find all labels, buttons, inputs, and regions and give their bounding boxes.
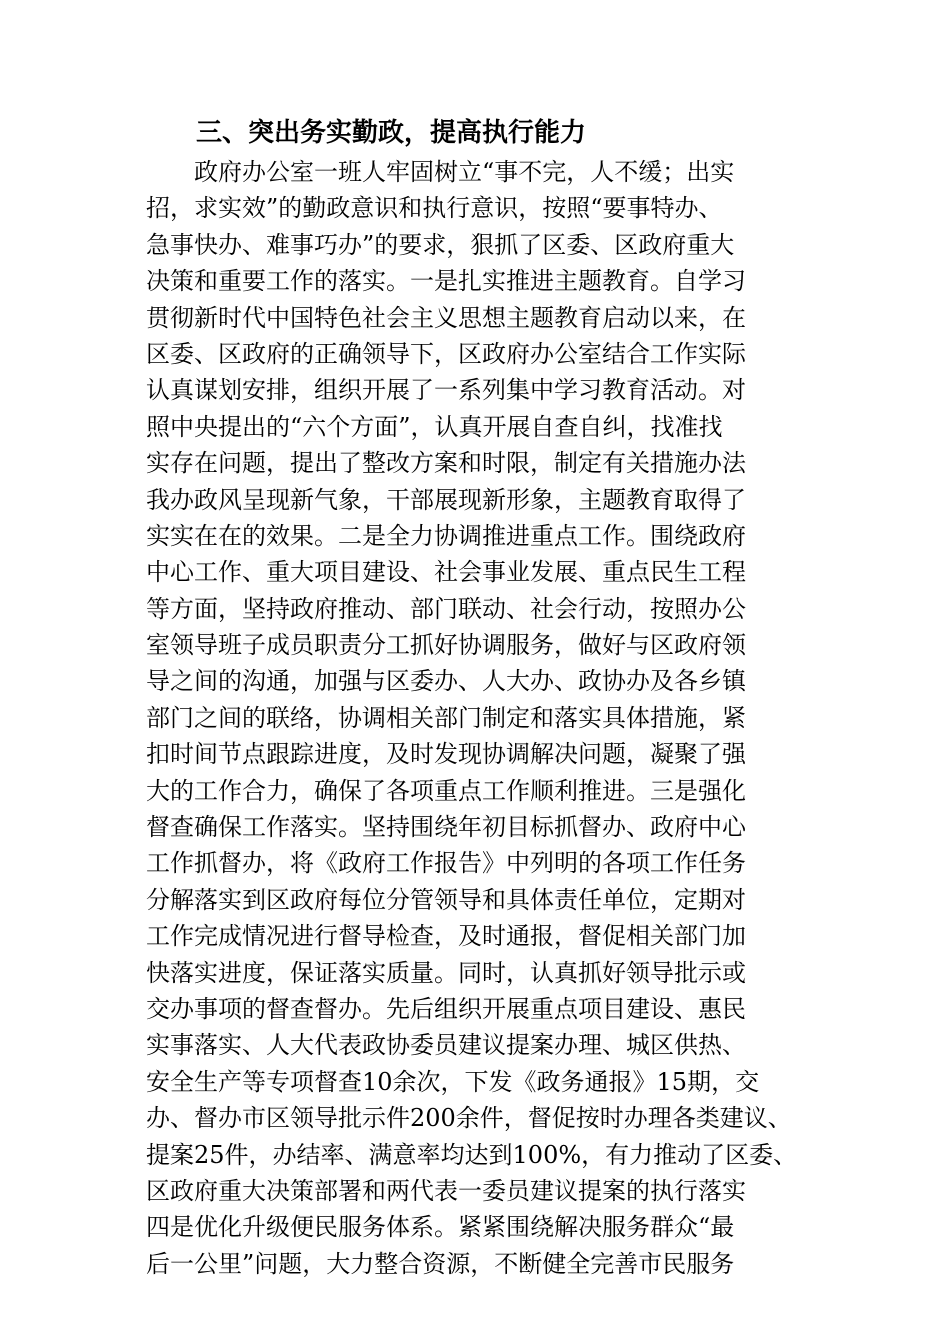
text-line: 区委、区政府的正确领导下，区政府办公室结合工作实际 — [146, 339, 746, 368]
text-line: 照中央提出的“六个方面”，认真开展自查自纠，找准找 — [146, 412, 723, 441]
text-line: 提案25件，办结率、满意率均达到100%，有力推动了区委、 — [146, 1140, 798, 1169]
text-line: 急事快办、难事巧办”的要求，狠抓了区委、区政府重大 — [146, 230, 735, 259]
text-line: 政府办公室一班人牢固树立“事不完，人不缓；出实 — [194, 158, 735, 186]
text-line: 贯彻新时代中国特色社会主义思想主题教育启动以来，在 — [146, 303, 746, 332]
text-line: 中心工作、重大项目建设、社会事业发展、重点民生工程 — [146, 558, 746, 587]
text-line: 区政府重大决策部署和两代表一委员建议提案的执行落实 — [146, 1176, 746, 1205]
text-line: 四是优化升级便民服务体系。紧紧围绕解决服务群众“最 — [146, 1213, 735, 1242]
text-line: 室领导班子成员职责分工抓好协调服务，做好与区政府领 — [146, 631, 746, 660]
text-line: 工作完成情况进行督导检查，及时通报，督促相关部门加 — [146, 922, 746, 951]
text-line: 我办政风呈现新气象，干部展现新形象，主题教育取得了 — [146, 485, 746, 514]
text-line: 扣时间节点跟踪进度，及时发现协调解决问题，凝聚了强 — [146, 740, 746, 769]
text-line: 实事落实、人大代表政协委员建议提案办理、城区供热、 — [146, 1031, 746, 1060]
text-line: 办、督办市区领导批示件200余件，督促按时办理各类建议、 — [146, 1104, 792, 1133]
text-line: 后一公里”问题，大力整合资源，不断健全完善市民服务 — [146, 1249, 735, 1278]
text-line: 决策和重要工作的落实。一是扎实推进主题教育。自学习 — [146, 267, 746, 296]
text-line: 交办事项的督查督办。先后组织开展重点项目建设、惠民 — [146, 994, 746, 1023]
text-line: 分解落实到区政府每位分管领导和具体责任单位，定期对 — [146, 885, 746, 914]
text-line: 大的工作合力，确保了各项重点工作顺利推进。三是强化 — [146, 776, 746, 805]
text-line: 招，求实效”的勤政意识和执行意识，按照“要事特办、 — [146, 194, 723, 223]
text-line: 实存在问题，提出了整改方案和时限，制定有关措施办法 — [146, 449, 746, 478]
text-line: 部门之间的联络，协调相关部门制定和落实具体措施，紧 — [146, 703, 746, 732]
text-line: 督查确保工作落实。坚持围绕年初目标抓督办、政府中心 — [146, 813, 746, 842]
section-heading: 三、突出务实勤政，提高执行能力 — [196, 118, 587, 148]
text-line: 快落实进度，保证落实质量。同时，认真抓好领导批示或 — [146, 958, 746, 987]
text-line: 实实在在的效果。二是全力协调推进重点工作。围绕政府 — [146, 521, 746, 550]
text-line: 等方面，坚持政府推动、部门联动、社会行动，按照办公 — [146, 594, 746, 623]
text-line: 工作抓督办，将《政府工作报告》中列明的各项工作任务 — [146, 849, 746, 878]
text-line: 认真谋划安排，组织开展了一系列集中学习教育活动。对 — [146, 376, 746, 405]
text-line: 导之间的沟通，加强与区委办、人大办、政协办及各乡镇 — [146, 667, 746, 696]
text-line: 安全生产等专项督查10余次，下发《政务通报》15期，交 — [146, 1067, 760, 1096]
body-paragraph — [146, 154, 826, 1282]
